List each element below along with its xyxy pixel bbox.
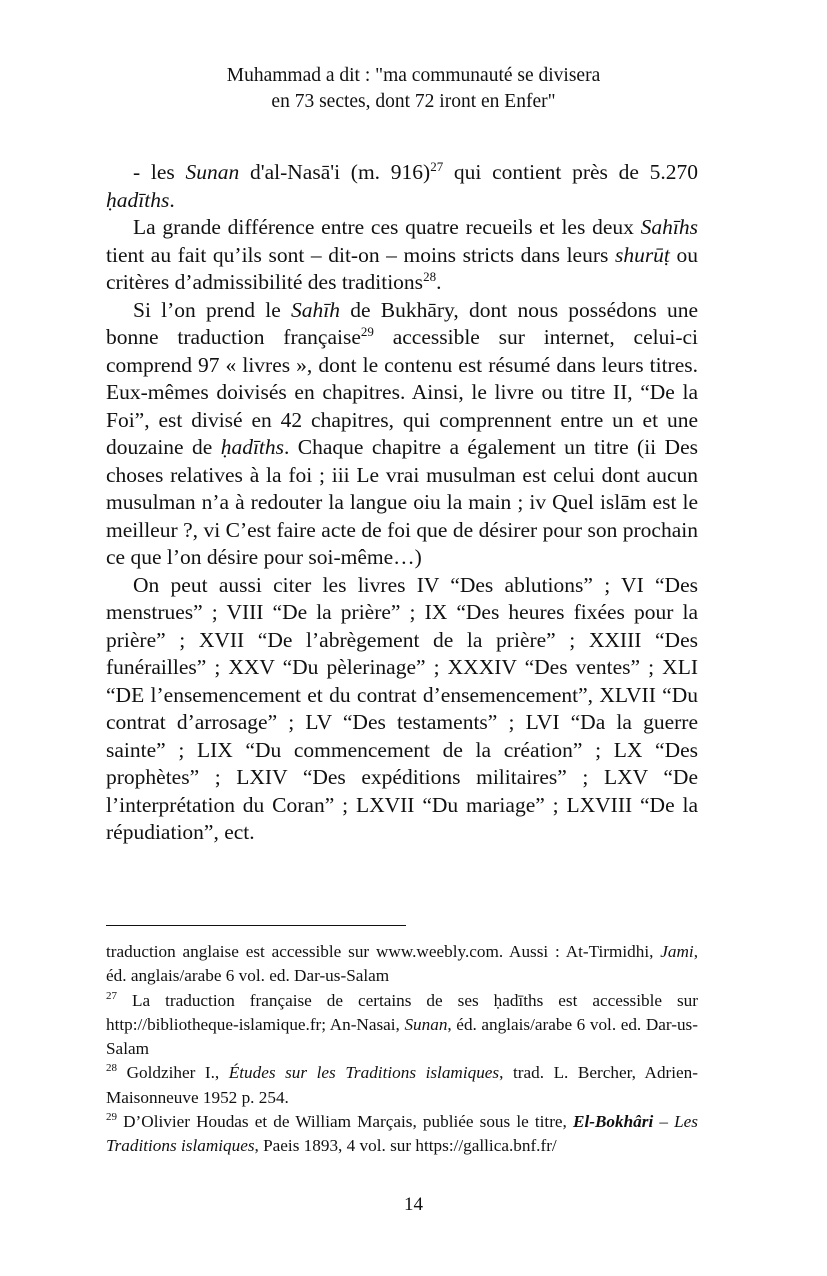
footnote-ref-29: 29 [360, 324, 374, 339]
header-line-1: Muhammad a dit : "ma communauté se divisera [226, 65, 601, 86]
paragraph-books-list: On peut aussi citer les livres IV “Des ablutions” ; VI “Des menstrues” ; VIII “De la prière” ; IX “Des heures fixées pour la prière” ; XVII “De l’abrègement de la prière” ; XXIII “Des funérailles” ; XXV “Du pèlerinage” ; XXXIV “Des ventes” ; XLI “DE l’ensemencement et du contrat d’ensemencement”, XLVII “Du contrat d’arrosage” ; LV “Des testaments” ; LVI “Da la guerre sainte” ; LIX “Du commencement de la création” ; LX “Des prophètes” ; LXIV “Des expéditions militaires” ; LXV “De l’interprétation du Coran” ; LXVII “Du mariage” ; LXVIII “De la répudiation”, ect. [106, 572, 698, 844]
footnote-28: $^{28}$ Goldziher I., Études sur les Traditions islamiques, trad. L. Bercher, Adrien-Maisonneuve 1952 p. 254. [106, 1062, 698, 1107]
footnote-ref-28: 28 [423, 269, 437, 284]
main-text [106, 159, 698, 847]
footnote-29: $^{29}$ D’Olivier Houdas et de William Marçais, publiée sous le titre, El-Bokhâri – Les Traditions islamiques, Paeis 1893, 4 vol. sur https://gallica.bnf.fr/ [106, 1111, 698, 1156]
page-number: 14 [404, 1194, 423, 1215]
footnote-continuation: traduction anglaise est accessible sur www.weebly.com. Aussi : At-Tirmidhi, Jami, éd. anglais/arabe 6 vol. ed. Dar-us-Salam [106, 942, 698, 986]
footnote-27: $^{27}$ La traduction française de certains de ses ḥadīths est accessible sur http://bibliotheque-islamique.fr; An-Nasai, Sunan, éd. anglais/arabe 6 vol. ed. Dar-us-Salam [106, 989, 698, 1059]
paragraph-nasai: - les Sunan d'al-Nasā'i (m. 916)$^{27}$ qui contient près de 5.270 ḥadīths. [106, 159, 698, 212]
paragraph-difference: La grande différence entre ces quatre recueils et les deux Sahīhs tient au fait qu’ils sont – dit-on – moins stricts dans leurs shurūṭ ou critères d’admissibilité des traditions$^{28}$. [106, 215, 699, 294]
header-line-2: en 73 sectes, dont 72 iront en Enfer" [271, 91, 556, 112]
footnote-ref-27: 27 [430, 159, 444, 174]
paragraph-bukhary: Si l’on prend le Sahīh de Bukhāry, dont nous possédons une bonne traduction française$^{29}$ accessible sur internet, celui-ci comprend 97 « livres », dont le contenu est résumé dans leurs titres. Eux-mêmes doivisés en chapitres. Ainsi, le livre ou titre II, “De la Foi”, est divisé en 42 chapitres, qui comprennent entre un et une douzaine de ḥadīths. Chaque chapitre a également un titre (ii Des choses relatives à la foi ; iii Le vrai musulman est celui dont aucun musulman n’a à redouter la langue oiu la main ; iv Quel islām est le meilleur ?, vi C’est faire acte de foi que de désirer pour son prochain ce que l’on désire pour soi-même…) [106, 297, 698, 569]
running-header [0, 63, 827, 115]
footnotes [106, 940, 698, 1159]
footnote-separator [106, 925, 406, 926]
